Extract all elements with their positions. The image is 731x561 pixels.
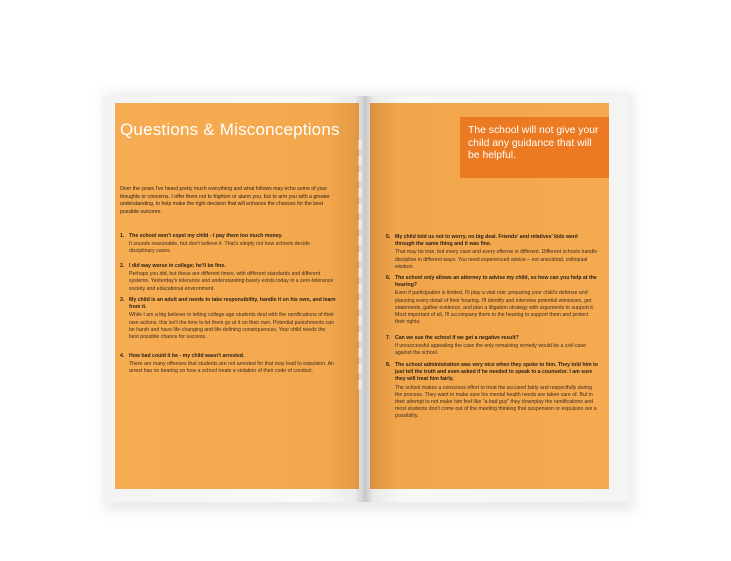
question-number: 8. — [386, 362, 391, 368]
question-answer: Even if participation is limited, I'll play a vital role: preparing your child's defense and planning every detail of their hearing. I'll identify and interview potential witnesses, get statements, gather evidence, and plan a litigation strategy with arguments to support it. Most important of all, I'll accompany them to the hearing to support them and protect their rights. — [395, 290, 595, 326]
question-heading: The school won't expel my child - I pay them too much money. — [129, 233, 283, 239]
question-number: 5. — [386, 234, 391, 240]
question-answer: It sounds reasonable, but don't believe it. That's simply not how schools decide disciplinary cases. — [129, 241, 310, 255]
question-number: 6. — [386, 275, 391, 281]
question-1 — [120, 233, 336, 256]
question-number: 4. — [120, 353, 125, 359]
question-number: 3. — [120, 297, 125, 303]
question-answer: If unsuccessful appealing the case the only remaining remedy would be a civil case against the school. — [395, 343, 586, 357]
intro-paragraph: Over the years I've heard pretty much everything and what follows may echo some of your thoughts or concerns. I offer them not to frighten or alarm you, but to arm you with a greater understanding, to help make the right decision that will enhance the chances for the best possible outcome. — [120, 186, 330, 215]
question-heading: My child told us not to worry, no big deal. Friends' and relatives' kids went through the same thing and it was fine. — [395, 234, 578, 248]
question-heading: How bad could it be - my child wasn't arrested. — [129, 353, 245, 359]
question-4 — [120, 353, 336, 376]
question-number: 7. — [386, 335, 391, 341]
question-heading: The school administration was very nice when they spoke to him. They told him to just tell the truth and even asked if he needed to speak to a counselor. I am sure they will treat him fairly. — [395, 362, 598, 383]
question-heading: My child is an adult and needs to take responsibility, handle it on his own, and learn from it. — [129, 297, 336, 311]
question-number: 2. — [120, 263, 125, 269]
question-5 — [386, 234, 598, 271]
question-2 — [120, 263, 336, 293]
binding-marks — [358, 140, 364, 390]
page-title: Questions & Misconceptions — [120, 120, 340, 139]
left-orange-panel — [115, 103, 359, 489]
question-answer: There are many offenses that students are not arrested for that may lead to expulsion. An arrest has no bearing on how a school treats a violation of their code of conduct. — [129, 361, 334, 375]
question-heading: I did way worse in college; he'll be fine. — [129, 263, 226, 269]
callout-text: The school will not give your child any guidance that will be helpful. — [468, 125, 599, 161]
question-answer: That may be true, but every case and every offense is different. Different schools handle discipline in different ways. You need experienced advice – not anecdotal, colloquial wisdom. — [395, 249, 598, 270]
question-8 — [386, 362, 598, 421]
question-answer: While I am a big believer in letting college age students deal with the ramifications of their own actions, this isn't the time to let them go at it on their own. Potential punishments can be harsh and have life-changing and life-defining consequences. Your child needs the best possible chance for success. — [129, 312, 335, 341]
question-answer: The school makes a conscious effort to treat the accused fairly and respectfully during the process. They want to make sure his mental health needs are taken care of. But in their attempt to not make him feel like "a bad guy" they downplay the ramifications and most students don't come out of the meeting thinking that suspension or expulsion are a possibility. — [395, 384, 597, 420]
question-answer: Perhaps you did, but these are different times, with different standards and different systems. Yesterday's tolerance and understanding barely exists today in a zero-tolerance society and educational environment. — [129, 271, 334, 292]
question-heading: Can we sue the school if we get a negative result? — [395, 335, 519, 341]
question-3 — [120, 297, 336, 341]
question-heading: The school only allows an attorney to advise my child, so how can you help at the hearing? — [395, 275, 597, 289]
question-number: 1. — [120, 233, 125, 239]
question-7 — [386, 335, 598, 358]
question-6 — [386, 275, 598, 326]
